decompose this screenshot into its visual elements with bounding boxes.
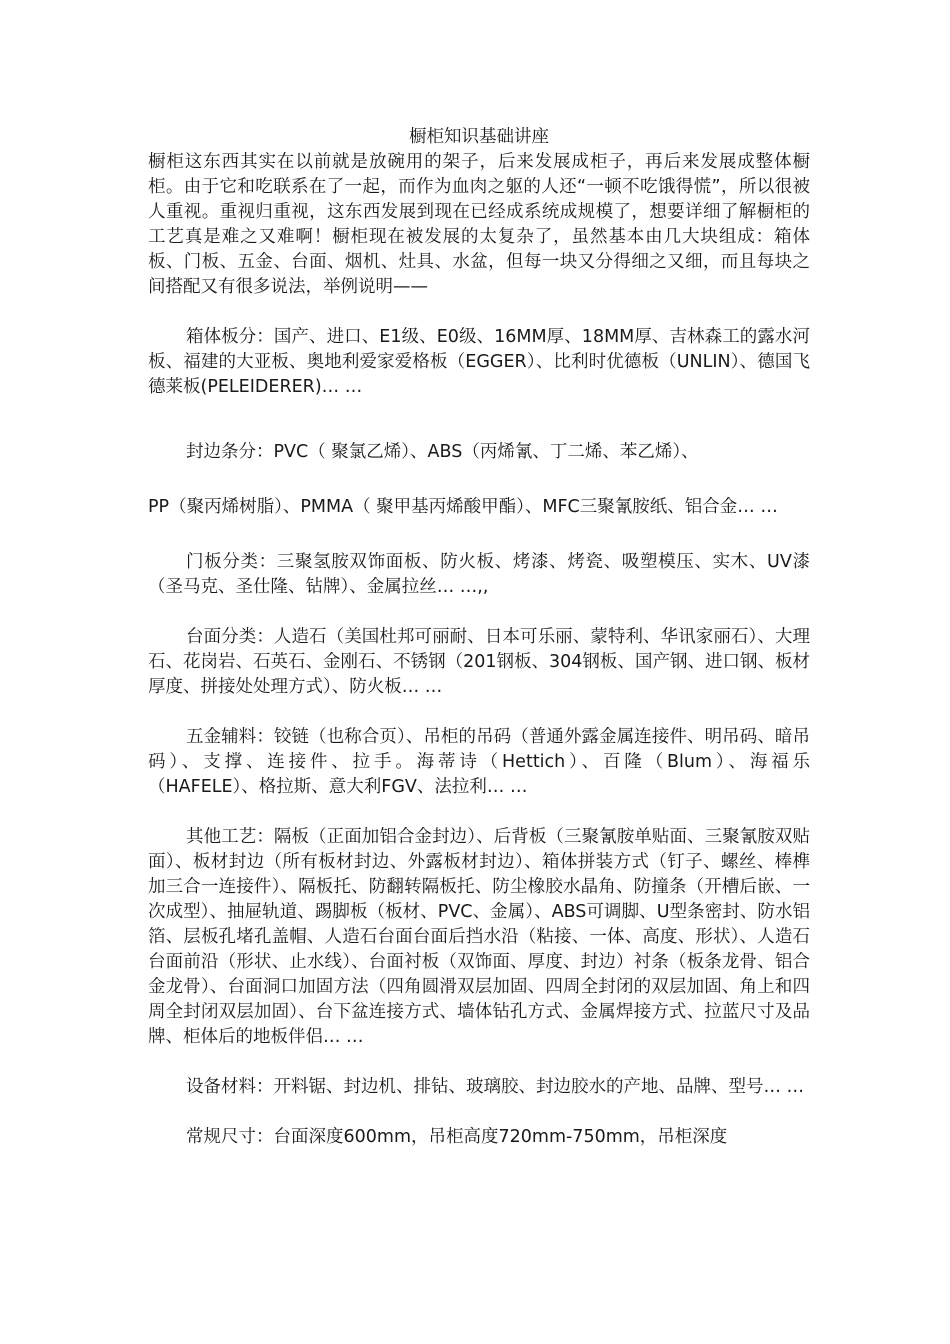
section-standard-dimensions: 常规尺寸：台面深度600mm，吊柜高度720mm-750mm，吊柜深度 (186, 1127, 728, 1147)
section-equipment-materials: 设备材料：开料锯、封边机、排钻、玻璃胶、封边胶水的产地、品牌、型号… … (186, 1077, 805, 1097)
document-body (148, 123, 810, 1150)
section-cabinet-board: 箱体板分：国产、进口、E1级、E0级、16MM厚、18MM厚、吉林森工的露水河板、福建的大亚板、奥地利爱家爱格板（EGGER）、比利时优德板（UNLIN）、德国飞德莱板(PELEIDERER)… … (148, 327, 810, 397)
section-countertops: 台面分类：人造石（美国杜邦可丽耐、日本可乐丽、蒙特利、华讯家丽石）、大理石、花岗岩、石英石、金刚石、不锈钢（201钢板、304钢板、国产钢、进口钢、板材厚度、拼接处处理方式）、防火板… … (148, 627, 810, 697)
document-title: 橱柜知识基础讲座 (409, 127, 549, 147)
intro-paragraph: 橱柜这东西其实在以前就是放碗用的架子，后来发展成柜子，再后来发展成整体橱柜。由于它和吃联系在了一起，而作为血肉之躯的人还“一顿不吃饿得慌”，所以很被人重视。重视归重视，这东西发展到现在已经成系统成规模了，想要详细了解橱柜的工艺真是难之又难啊！橱柜现在被发展的太复杂了，虽然基本由几大块组成：箱体板、门板、五金、台面、烟机、灶具、水盆，但每一块又分得细之又细，而且每块之间搭配又有很多说法，举例说明—— (148, 152, 810, 297)
section-edge-banding-continued: PP（聚丙烯树脂）、PMMA（ 聚甲基丙烯酸甲酯）、MFC三聚氰胺纸、铝合金… … (148, 497, 778, 517)
section-edge-banding: 封边条分：PVC（ 聚氯乙烯）、ABS（丙烯氰、丁二烯、苯乙烯）、 (186, 442, 699, 462)
section-door-panels: 门板分类：三聚氢胺双饰面板、防火板、烤漆、烤瓷、吸塑模压、实木、UV漆（圣马克、圣仕隆、钻牌）、金属拉丝… …,, (148, 552, 810, 597)
section-other-processes: 其他工艺：隔板（正面加铝合金封边）、后背板（三聚氰胺单贴面、三聚氰胺双贴面）、板材封边（所有板材封边、外露板材封边）、箱体拼装方式（钉子、螺丝、棒榫加三合一连接件）、隔板托、防翻转隔板托、防尘橡胶水晶角、防撞条（开槽后嵌、一次成型）、抽屉轨道、踢脚板（板材、PVC、金属）、ABS可调脚、U型条密封、防水铝箔、层板孔堵孔盖帽、人造石台面台面后挡水沿（粘接、一体、高度、形状）、人造石台面前沿（形状、止水线）、台面衬板（双饰面、厚度、封边）衬条（板条龙骨、铝合金龙骨）、台面洞口加固方法（四角圆滑双层加固、四周全封闭的双层加固、角上和四周全封闭双层加固）、台下盆连接方式、墙体钻孔方式、金属焊接方式、拉蓝尺寸及品牌、柜体后的地板伴侣… … (148, 827, 810, 1047)
section-hardware: 五金辅料：铰链（也称合页）、吊柜的吊码（普通外露金属连接件、明吊码、暗吊码）、支撑、连接件、拉手。海蒂诗（Hettich）、百隆（Blum）、海福乐（HAFELE）、格拉斯、意大利FGV、法拉利… … (148, 727, 810, 797)
